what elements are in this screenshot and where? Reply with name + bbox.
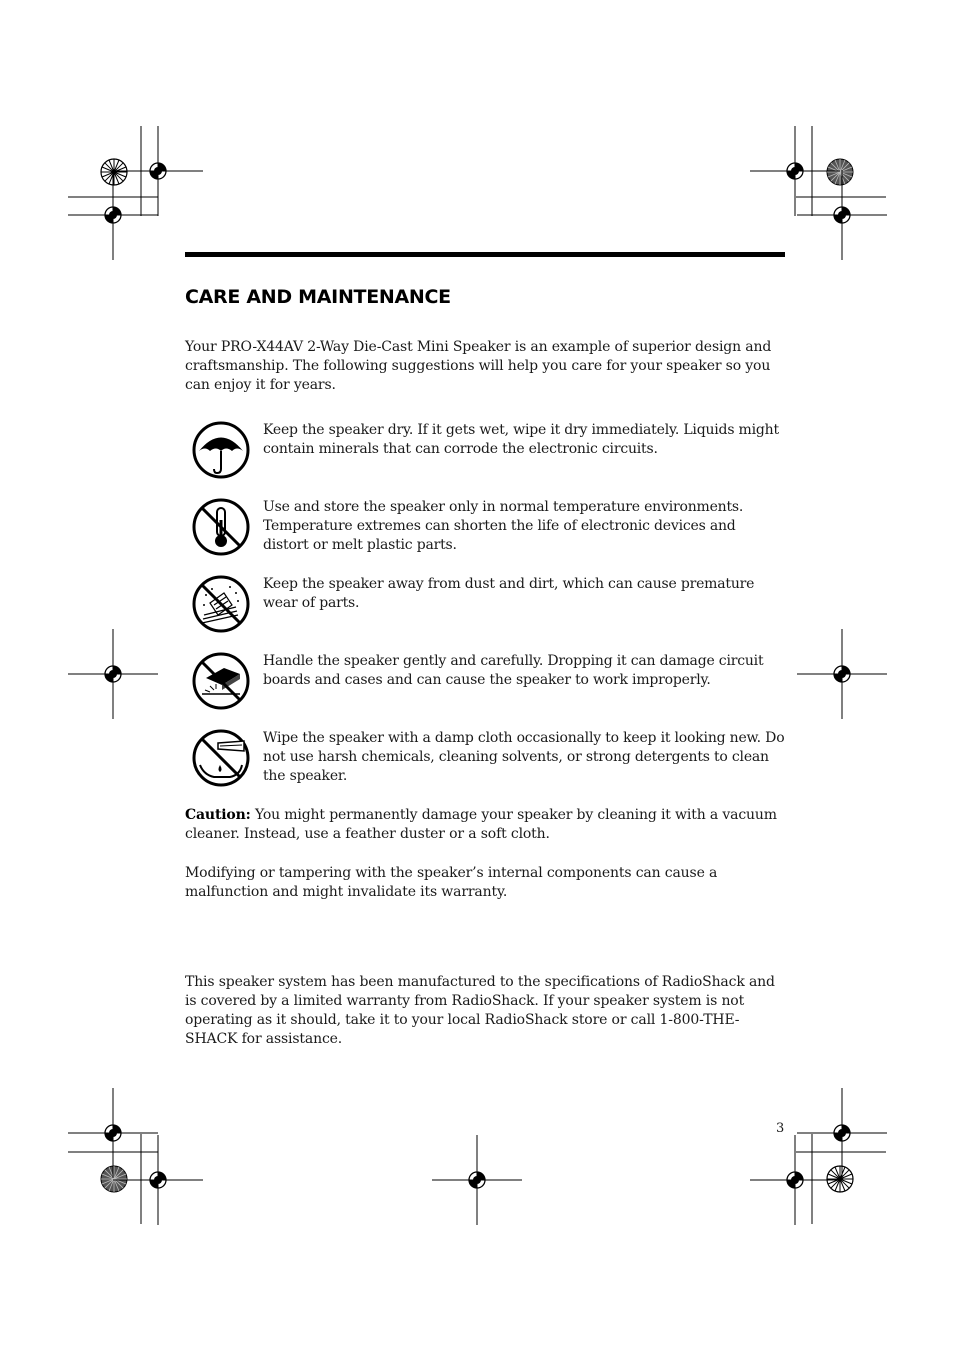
tip-text: Use and store the speaker only in normal temperature environments. Temperature extremes can shorten the life of electronic devices and distort or melt plastic parts.: [263, 499, 744, 553]
caution-text: You might permanently damage your speaker by cleaning it with a vacuum cleaner. Instead, use a feather duster or a soft cloth.: [185, 807, 777, 842]
no-drop-icon: [190, 652, 250, 712]
section-title: CARE AND MAINTENANCE: [185, 286, 451, 308]
no-thermometer-icon: [190, 498, 250, 558]
tip-item: [190, 575, 785, 637]
tip-text: Keep the speaker dry. If it gets wet, wipe it dry immediately. Liquids might contain minerals that can corrode the electronic circuits.: [263, 422, 779, 457]
tip-text: Handle the speaker gently and carefully. Dropping it can damage circuit boards and cases and can cause the speaker to work improperly.: [263, 653, 764, 688]
umbrella-icon: [190, 421, 250, 481]
warranty-paragraph: This speaker system has been manufactured to the specifications of RadioShack and is covered by a limited warranty from RadioShack. If your speaker system is not operating as it should, take it to your local RadioShack store or call 1-800-THE-SHACK for assistance.: [185, 974, 775, 1047]
tip-text: Wipe the speaker with a damp cloth occasionally to keep it looking new. Do not use harsh chemicals, cleaning solvents, or strong detergents to clean the speaker.: [263, 730, 785, 784]
intro-paragraph: Your PRO-X44AV 2-Way Die-Cast Mini Speaker is an example of superior design and craftsmanship. The following suggestions will help you care for your speaker so you can enjoy it for years.: [185, 339, 772, 393]
tip-item: [190, 729, 785, 791]
tip-item: [190, 421, 785, 483]
tip-item: [190, 652, 785, 714]
page-number: 3: [776, 1121, 785, 1136]
tip-item: [190, 498, 785, 560]
modifying-paragraph: Modifying or tampering with the speaker’s internal components can cause a malfunction and might invalidate its warranty.: [185, 865, 718, 900]
no-dust-icon: [190, 575, 250, 635]
tip-text: Keep the speaker away from dust and dirt, which can cause premature wear of parts.: [263, 576, 755, 611]
header-rule: [185, 252, 785, 257]
caution-label: Caution:: [185, 807, 251, 823]
no-chemicals-icon: [190, 729, 250, 789]
caution-paragraph: [185, 806, 785, 844]
